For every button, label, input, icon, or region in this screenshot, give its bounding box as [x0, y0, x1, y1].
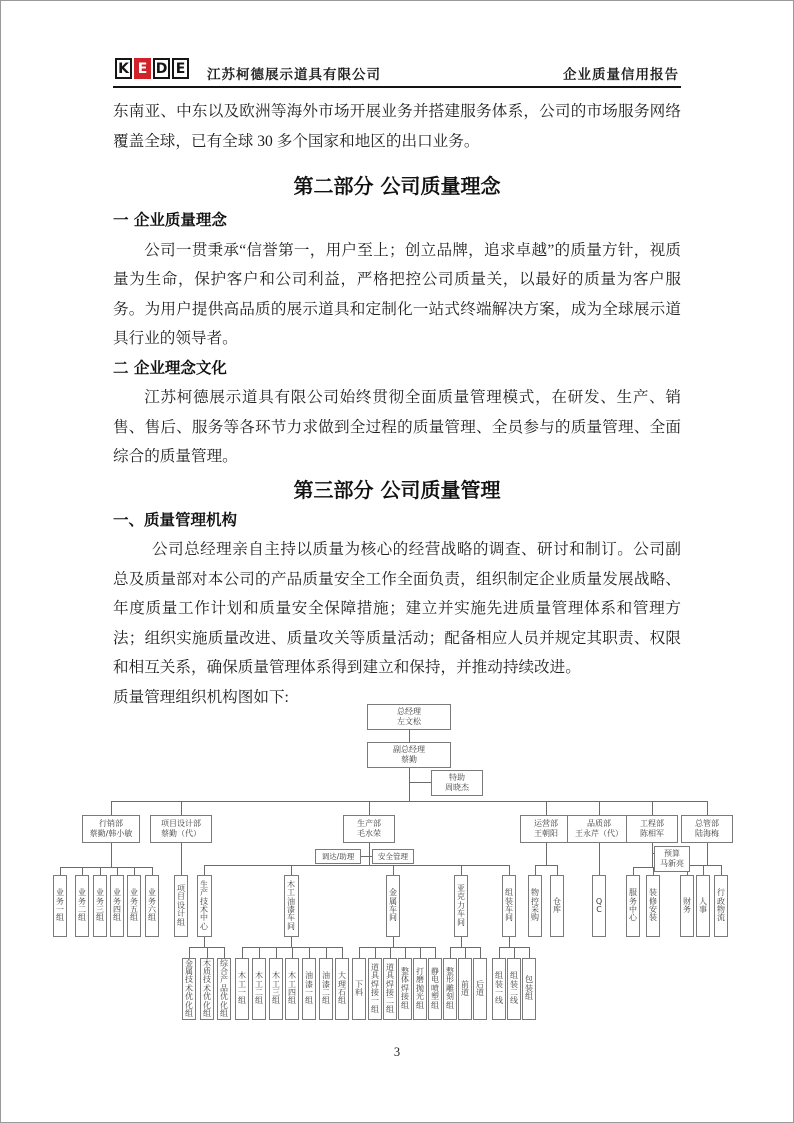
org-connector-line [409, 730, 410, 742]
org-chart-intro: 质量管理组织机构图如下: [113, 688, 289, 706]
org-node-assembly-line2: 组 装 二 线 [507, 958, 521, 1020]
org-node-wood2: 木 工 二 组 [252, 958, 266, 1020]
org-node-metal-shop: 金 属 车 间 [386, 875, 400, 937]
org-connector-line [369, 843, 370, 865]
org-node-assembly-shop: 组 装 车 间 [502, 875, 516, 937]
org-connector-line [60, 867, 153, 868]
org-node-powder-coat: 静 电 喷 塑 组 [428, 958, 442, 1020]
org-node-wood-opt: 木 质 技 术 优 化 组 [200, 958, 214, 1020]
org-node-biz1: 业 务 一 组 [53, 875, 67, 937]
org-connector-line [409, 768, 410, 801]
org-connector-line [721, 865, 722, 875]
org-node-design-group: 项 目 设 计 组 [174, 875, 188, 937]
org-node-finance: 财 务 [680, 875, 694, 937]
org-node-biz2: 业 务 二 组 [75, 875, 89, 937]
org-connector-line [204, 865, 205, 875]
org-node-dept-operation: 运营部 王朝阳 [520, 815, 572, 843]
org-connector-line [514, 947, 515, 958]
org-node-marble: 大 理 石 组 [335, 958, 349, 1020]
org-connector-line [309, 947, 310, 958]
org-node-assembly-line1: 组 装 一 线 [492, 958, 506, 1020]
section1-title: 一 企业质量理念 [113, 211, 227, 229]
org-node-biz5: 业 务 五 组 [127, 875, 141, 937]
org-connector-line [359, 947, 436, 948]
org-chart [1, 699, 794, 1039]
org-connector-line [134, 867, 135, 875]
org-node-wood4: 木 工 四 组 [285, 958, 299, 1020]
org-node-service-center: 服 务 中 心 [626, 875, 640, 937]
org-connector-line [259, 947, 260, 958]
org-node-gm: 总经理 左文松 [367, 704, 451, 730]
org-connector-line [509, 865, 510, 875]
org-connector-line [546, 843, 547, 865]
org-node-wood3: 木 工 三 组 [269, 958, 283, 1020]
org-connector-line [390, 947, 391, 958]
org-node-acrylic-carve: 整 形 雕 刻 组 [443, 958, 457, 1020]
part2-title: 第二部分 公司质量理念 [293, 174, 501, 198]
org-connector-line [450, 947, 451, 958]
org-connector-line [599, 843, 600, 875]
org-connector-line [633, 867, 634, 875]
section2-title: 二 企业理念文化 [113, 358, 227, 377]
org-connector-line [111, 843, 112, 867]
org-connector-line [361, 856, 369, 857]
part3-title: 第三部分 公司质量管理 [293, 477, 501, 502]
org-node-packing: 包 装 组 [522, 958, 536, 1020]
org-connector-line [100, 867, 101, 875]
document-body [113, 1, 681, 712]
org-node-dept-design: 项目设计部 蔡勤（代） [150, 815, 212, 843]
header-report-title: 企业质量信用报告 [563, 67, 679, 82]
org-node-paint2: 油 漆 二 组 [319, 958, 333, 1020]
org-connector-line [181, 843, 182, 875]
org-node-polish: 打 磨 抛 光 组 [413, 958, 427, 1020]
org-connector-line [480, 947, 481, 958]
org-connector-line [82, 867, 83, 875]
section2-paragraph: 江苏柯德展示道具有限公司始终贯彻全面质量管理模式，在研发、生产、销售、售后、服务等各环节力求做到全过程的质量管理、全员参与的质量管理、全面综合的质量管理。 [113, 389, 681, 465]
org-node-wood-paint-shop: 木 工 油 漆 车 间 [284, 875, 299, 937]
org-connector-line [242, 947, 243, 958]
page-number: 3 [393, 1045, 401, 1059]
org-connector-line [461, 865, 462, 875]
org-connector-line [499, 947, 500, 958]
org-connector-line [633, 867, 653, 868]
org-connector-line [652, 801, 653, 815]
org-node-composite-opt: 综 合 产 品 优 化 组 [217, 958, 231, 1020]
org-connector-line [420, 947, 421, 958]
intro-paragraph: 东南亚、中东以及欧洲等海外市场开展业务并搭建服务体系，公司的市场服务网络覆盖全球，已有全球 30 多个国家和地区的出口业务。 [113, 103, 681, 150]
org-connector-line [393, 937, 394, 947]
org-connector-line [276, 947, 277, 958]
org-node-biz3: 业 务 三 组 [93, 875, 107, 937]
org-node-cutting: 下 料 [352, 958, 366, 1020]
org-node-side-procure: 调达/助理 [315, 849, 361, 864]
org-connector-line [359, 947, 360, 958]
org-connector-line [546, 801, 547, 815]
org-connector-line [557, 865, 558, 875]
org-connector-line [393, 865, 394, 875]
org-connector-line [409, 782, 432, 783]
org-node-assistant: 特助 周晓杰 [431, 770, 483, 796]
org-node-qc: Q C [592, 875, 606, 937]
org-connector-line [687, 865, 722, 866]
org-connector-line [369, 801, 370, 815]
org-connector-line [117, 867, 118, 875]
org-connector-line [529, 947, 530, 958]
org-node-dept-admin: 总管部 陆海梅 [681, 815, 733, 843]
org-connector-line [703, 865, 704, 875]
org-connector-line [535, 865, 558, 866]
logo-letter-e1: E [134, 58, 151, 79]
org-connector-line [181, 801, 182, 815]
org-connector-line [60, 867, 61, 875]
org-connector-line [292, 947, 293, 958]
org-node-material-purchase: 物 控 采 购 [528, 875, 542, 937]
org-node-metal-opt: 金 属 技 术 优 化 组 [182, 958, 196, 1020]
org-connector-line [375, 947, 376, 958]
org-connector-line [435, 947, 436, 958]
org-connector-line [405, 947, 406, 958]
org-connector-line [207, 947, 208, 958]
org-node-biz6: 业 务 六 组 [145, 875, 159, 937]
org-node-paint1: 油 漆 一 组 [302, 958, 316, 1020]
org-connector-line [189, 947, 190, 958]
org-node-side-budget: 预算 马新亮 [654, 846, 690, 872]
org-connector-line [707, 801, 708, 815]
org-node-admin-logistics: 行 政 物 流 [714, 875, 728, 937]
org-connector-line [599, 801, 600, 815]
org-node-install-group: 装 修 安 装 [646, 875, 660, 937]
section3-title: 一、质量管理机构 [113, 510, 238, 529]
org-node-acrylic-shop: 亚 克 力 车 间 [454, 875, 468, 937]
org-connector-line [152, 867, 153, 875]
org-node-dept-quality: 品质部 王永芹（代） [567, 815, 631, 843]
org-node-dept-engineering: 工程部 陈相军 [626, 815, 678, 843]
org-connector-line [204, 865, 510, 866]
org-node-side-safety: 安全管理 [372, 849, 414, 864]
org-node-front-process: 前 道 [458, 958, 472, 1020]
org-node-hr: 人 事 [696, 875, 710, 937]
org-connector-line [652, 843, 653, 867]
org-node-biz4: 业 务 四 组 [110, 875, 124, 937]
section1-paragraph: 公司一贯秉承“信誉第一，用户至上；创立品牌，追求卓越”的质量方针，视质量为生命，保护客户和公司利益，严格把控公司质量关，以最好的质量为客户服务。为用户提供高品质的展示道具和定制化一站式终端解决方案，成为全球展示道具行业的领导者。 [113, 241, 681, 347]
org-connector-line [509, 937, 510, 947]
org-connector-line [111, 801, 112, 815]
org-node-dept-marketing: 行销部 蔡勤/韩小敏 [82, 815, 140, 843]
section3-paragraph: 公司总经理亲自主持以质量为核心的经营战略的调查、研讨和制订。公司副总及质量部对本公司的产品质量安全工作全面负责，组织制定企业质量发展战略、年度质量工作计划和质量安全保障措施；建立并实施先进质量管理体系和管理方法；组织实施质量改进、质量攻关等质量活动；配备相应人员并规定其职责、权限和相互关系，确保质量管理体系得到建立和保持，并推动持续改进。 [113, 541, 681, 676]
org-connector-line [465, 947, 466, 958]
org-node-back-process: 后 道 [473, 958, 487, 1020]
org-node-weld2: 道 具 焊 接 二 组 [383, 958, 397, 1020]
org-connector-line [204, 937, 205, 947]
org-connector-line [291, 937, 292, 947]
org-connector-line [535, 865, 536, 875]
logo-letter-e2: E [172, 58, 189, 79]
org-node-wood1: 木 工 一 组 [235, 958, 249, 1020]
org-connector-line [291, 865, 292, 875]
org-connector-line [707, 843, 708, 865]
org-node-dept-production: 生产部 毛水荣 [343, 815, 395, 843]
org-connector-line [326, 947, 327, 958]
logo-letter-d: D [153, 58, 170, 79]
org-node-warehouse: 仓 库 [550, 875, 564, 937]
org-node-dgm: 副总经理 蔡勤 [367, 742, 451, 768]
org-connector-line [111, 801, 708, 802]
org-connector-line [461, 937, 462, 947]
header-company-name: 江苏柯德展示道具有限公司 [207, 67, 381, 82]
org-node-tech-center: 生 产 技 术 中 心 [197, 875, 212, 937]
org-node-frame-weld: 整 体 焊 接 组 [398, 958, 412, 1020]
org-node-weld1: 道 具 焊 接 一 组 [368, 958, 382, 1020]
logo-letter-k: K [115, 58, 132, 79]
org-connector-line [342, 947, 343, 958]
org-connector-line [224, 947, 225, 958]
